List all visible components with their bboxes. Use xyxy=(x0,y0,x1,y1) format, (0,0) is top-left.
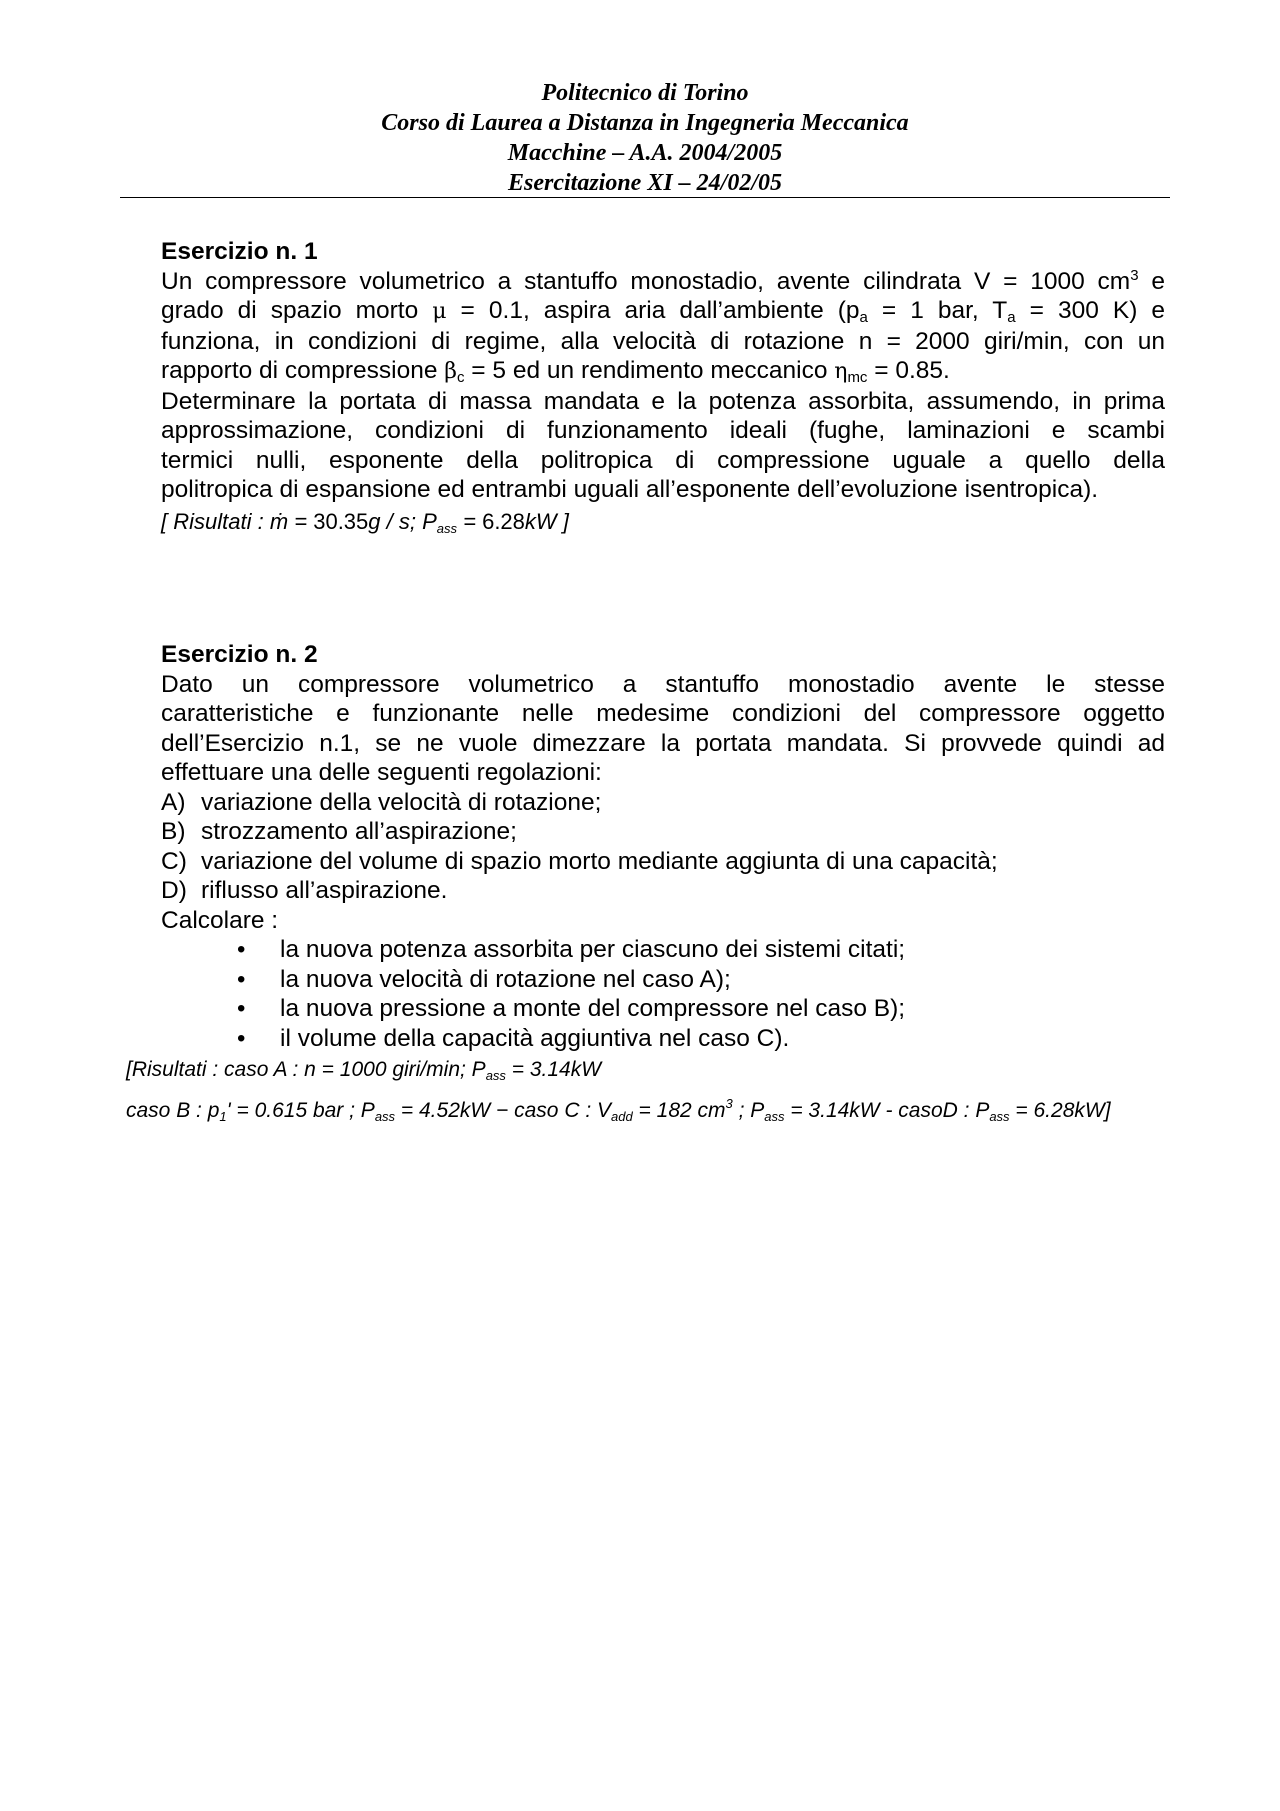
option-item: B) strozzamento all’aspirazione; xyxy=(161,818,517,845)
header-rule xyxy=(120,197,1170,198)
option-item: D) riflusso all’aspirazione. xyxy=(161,877,448,904)
regulation-options xyxy=(161,788,1165,906)
ex1-line: approssimazione, condizioni di funzionamento ideali (fughe, laminazioni e scambi xyxy=(161,417,1165,444)
ex1-line: grado di spazio morto μ = 0.1, aspira aria dall’ambiente ($p_a = 1$ bar, $T_a = 300$ K) e xyxy=(161,297,1165,326)
list-item: • la nuova velocità di rotazione nel caso A); xyxy=(237,965,731,993)
ex1-line: politropica di espansione ed entrambi uguali all’esponente dell’evoluzione isentropica). xyxy=(161,476,1099,503)
header-subject: Macchine – A.A. 2004/2005 xyxy=(507,140,783,166)
exercise-2-title: Esercizio n. 2 xyxy=(161,641,318,668)
option-item: A) variazione della velocità di rotazione; xyxy=(161,788,602,816)
exercise-2-results-line-1: [Risultati : caso A : n = 1000 giri/min; $P_{ass} = 3.14kW$ xyxy=(126,1058,602,1083)
ex2-line: Dato un compressore volumetrico a stantuffo monostadio avente le stesse xyxy=(161,670,1165,698)
header-session: Esercitazione XI – 24/02/05 xyxy=(507,170,783,196)
ex1-line: Un compressore volumetrico a stantuffo monostadio, avente cilindrata V = 1000 $cm^3$ e xyxy=(161,266,1165,295)
exercise-2-text xyxy=(161,670,1165,788)
ex1-line: Determinare la portata di massa mandata e la potenza assorbita, assumendo, in prima xyxy=(161,387,1165,415)
list-item: • la nuova potenza assorbita per ciascuno dei sistemi citati; xyxy=(237,936,906,963)
document-header xyxy=(120,78,1170,198)
ex2-line: caratteristiche e funzionante nelle medesime condizioni del compressore oggetto xyxy=(161,700,1165,727)
ex1-line: termici nulli, esponente della politropica di compressione uguale a quello della xyxy=(161,446,1165,474)
bullet-icon: • xyxy=(237,965,246,993)
exercise-1 xyxy=(161,237,1165,536)
task-list xyxy=(161,935,1165,1053)
ex2-line: effettuare una delle seguenti regolazioni: xyxy=(161,759,602,786)
ex2-line: dell’Esercizio n.1, se ne vuole dimezzare la portata mandata. Si provvede quindi ad xyxy=(161,729,1165,757)
exercise-1-title: Esercizio n. 1 xyxy=(161,238,318,265)
ex1-line: funziona, in condizioni di regime, alla velocità di rotazione n = 2000 giri/min, con un xyxy=(161,327,1165,355)
option-item: C) variazione del volume di spazio morto mediante aggiunta di una capacità; xyxy=(161,847,998,875)
bullet-icon: • xyxy=(237,995,246,1022)
exercise-1-results: [ Risultati : ṁ = 30.35g / s; $P_{ass} = 6.28kW$ ] xyxy=(161,508,569,536)
calculate-label: Calcolare : xyxy=(161,906,279,934)
bullet-icon: • xyxy=(237,936,246,963)
header-course: Corso di Laurea a Distanza in Ingegneria Meccanica xyxy=(381,110,909,136)
list-item: • il volume della capacità aggiuntiva nel caso C). xyxy=(237,1024,790,1052)
header-institution: Politecnico di Torino xyxy=(541,80,749,106)
ex1-line: rapporto di compressione $\beta_c = 5$ ed un rendimento meccanico $\eta_{mc} = 0.85$. xyxy=(161,357,950,386)
exercise-2-results-line-2: caso B : $p_1' = 0.615$ bar ; $P_{ass} = 4.52kW$ − caso C : $V_{add} = 182$ $cm^3$ ; $P_{ass} = 3.14kW$ - casoD : $P_{ass} = 6.28kW$] xyxy=(126,1096,1111,1124)
exercise-1-text xyxy=(161,267,1165,505)
exercise-2 xyxy=(161,640,1165,1053)
bullet-icon: • xyxy=(237,1024,246,1052)
list-item: • la nuova pressione a monte del compressore nel caso B); xyxy=(237,995,906,1022)
